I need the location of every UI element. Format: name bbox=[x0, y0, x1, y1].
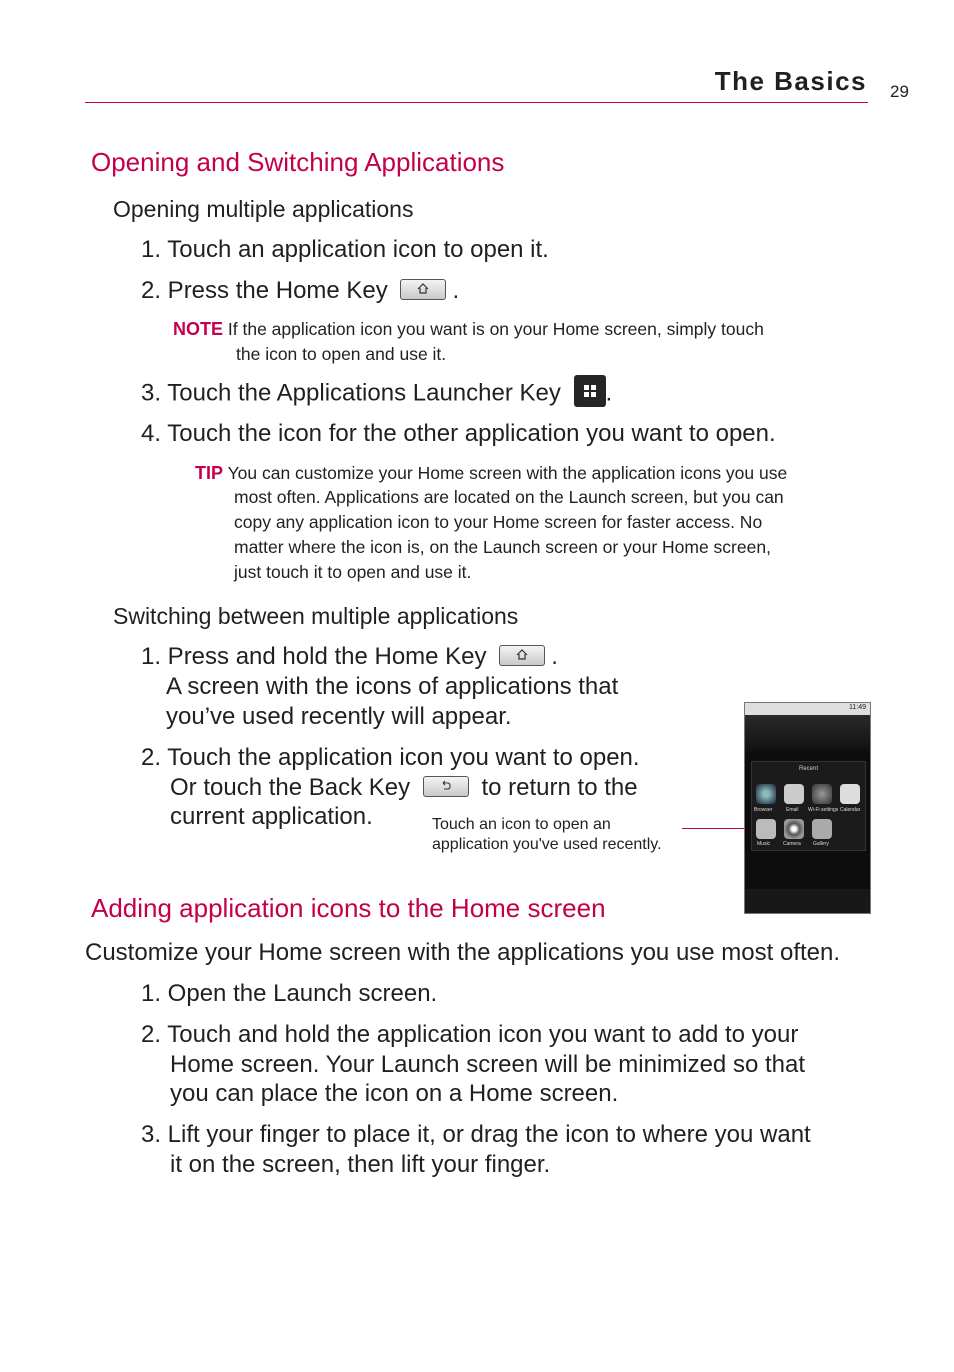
note-text: If the application icon you want is on your Home screen, simply touch bbox=[227, 319, 764, 339]
app-label: Music bbox=[757, 841, 771, 847]
app-label: Calendar bbox=[840, 807, 861, 813]
step-text bbox=[170, 773, 638, 803]
back-key-icon bbox=[423, 776, 469, 797]
home-key-icon bbox=[400, 279, 446, 300]
music-icon bbox=[756, 819, 776, 839]
app-label: Wi-Fi settings bbox=[808, 807, 839, 813]
tip-label: TIP bbox=[195, 463, 224, 483]
tip-text: most often. Applications are located on the Launch screen, but you can bbox=[234, 487, 784, 507]
tip-text: matter where the icon is, on the Launch screen or your Home screen, bbox=[234, 537, 771, 557]
status-bar bbox=[745, 703, 870, 715]
tip-text: copy any application icon to your Home screen for faster access. No bbox=[234, 512, 763, 532]
step-text-part: . bbox=[452, 277, 460, 304]
subsection-title-opening-multiple: Opening multiple applications bbox=[113, 196, 414, 222]
step-text: Home screen. Your Launch screen will be minimized so that bbox=[170, 1051, 805, 1078]
step-text: you’ve used recently will appear. bbox=[166, 703, 512, 730]
step-text-part: 3. Touch the bbox=[141, 379, 277, 407]
step-text: 1. Open the Launch screen. bbox=[141, 980, 438, 1007]
tip-block bbox=[195, 461, 787, 486]
tip-text: You can customize your Home screen with the application icons you use bbox=[227, 463, 788, 483]
step-text bbox=[141, 642, 558, 672]
step-text bbox=[141, 276, 459, 306]
section-title-opening-switching: Opening and Switching Applications bbox=[91, 147, 505, 177]
recent-title: Recent bbox=[798, 766, 818, 772]
back-key-label: Back Key bbox=[308, 774, 411, 801]
section-title-adding-icons: Adding application icons to the Home screen bbox=[91, 893, 606, 923]
figure-caption: application you've used recently. bbox=[432, 836, 662, 853]
tip-text: just touch it to open and use it. bbox=[234, 562, 472, 582]
section-header: The Basics bbox=[714, 66, 867, 96]
step-text-part: . bbox=[605, 379, 613, 407]
note-text: the icon to open and use it. bbox=[236, 344, 447, 364]
camera-icon bbox=[784, 819, 804, 839]
dock bbox=[745, 889, 870, 913]
step-text-part: . bbox=[551, 643, 558, 670]
app-label: Email bbox=[786, 807, 799, 813]
applications-launcher-key-label: Applications Launcher Key bbox=[276, 379, 561, 407]
header-rule bbox=[85, 102, 868, 103]
subsection-title-switching: Switching between multiple applications bbox=[113, 603, 519, 629]
figure-caption: Touch an icon to open an bbox=[432, 816, 611, 833]
calendar-icon bbox=[840, 784, 860, 804]
app-label: Gallery bbox=[813, 841, 829, 847]
step-text-part: 1. Press and hold the bbox=[141, 643, 375, 670]
phone-screenshot bbox=[744, 702, 871, 914]
step-text-part: to return to the bbox=[481, 774, 638, 801]
status-clock: 11:49 bbox=[849, 704, 866, 711]
note-block bbox=[173, 317, 764, 342]
step-text: 2. Touch the application icon you want to open. bbox=[141, 744, 640, 771]
page-number: 29 bbox=[890, 82, 909, 101]
home-wallpaper bbox=[745, 715, 870, 751]
home-key-label: Home Key bbox=[374, 643, 487, 670]
step-text: 4. Touch the icon for the other application you want to open. bbox=[141, 420, 776, 447]
step-text: current application. bbox=[170, 803, 373, 830]
app-label: Camera bbox=[783, 841, 801, 847]
step-text: 2. Touch and hold the application icon you want to add to your bbox=[141, 1021, 799, 1048]
wifi-settings-icon bbox=[812, 784, 832, 804]
app-label: Browser bbox=[754, 807, 773, 813]
step-text: 1. Touch an application icon to open it. bbox=[141, 236, 549, 263]
email-icon bbox=[784, 784, 804, 804]
step-text: A screen with the icons of applications that bbox=[166, 673, 619, 700]
browser-icon bbox=[756, 784, 776, 804]
step-text-part: Or touch the bbox=[170, 774, 309, 801]
applications-launcher-key-icon bbox=[574, 375, 606, 407]
step-text-part: 2. Press the bbox=[141, 277, 276, 304]
home-key-label: Home Key bbox=[275, 277, 388, 304]
step-text: you can place the icon on a Home screen. bbox=[170, 1080, 619, 1107]
home-key-icon bbox=[499, 645, 545, 666]
gallery-icon bbox=[812, 819, 832, 839]
step-text bbox=[141, 378, 612, 410]
step-text: 3. Lift your finger to place it, or drag the icon to where you want bbox=[141, 1121, 811, 1148]
intro-text: Customize your Home screen with the applications you use most often. bbox=[85, 939, 841, 966]
step-text: it on the screen, then lift your finger. bbox=[170, 1151, 551, 1178]
note-label: NOTE bbox=[173, 319, 224, 339]
recent-dialog bbox=[751, 761, 866, 851]
